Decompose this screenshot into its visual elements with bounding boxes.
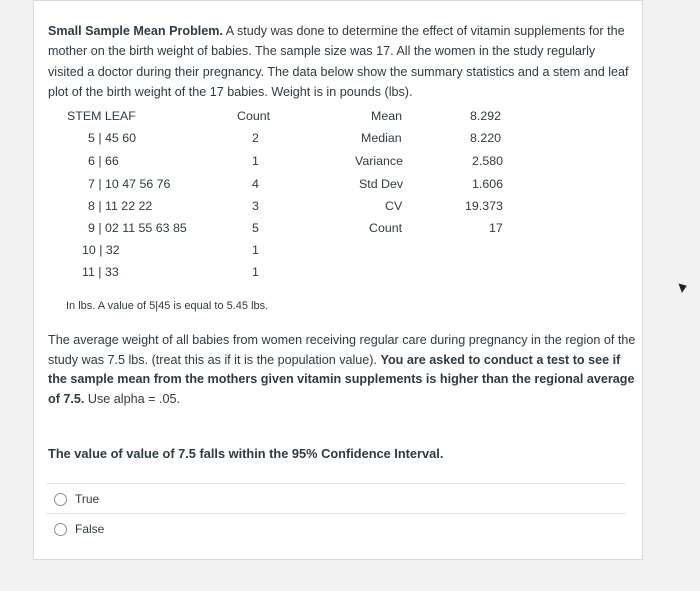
stat-label: Mean: [371, 109, 402, 123]
stem-leaf-row: 10 | 32: [82, 243, 120, 257]
count-cell: 4: [252, 177, 259, 191]
alpha-text: Use alpha = .05.: [84, 391, 180, 406]
stat-value: 8.220: [470, 131, 502, 145]
stem-leaf-row: 6 | 66: [88, 154, 119, 168]
stem-leaf-header: STEM LEAF: [67, 109, 136, 123]
option-label: False: [75, 522, 105, 536]
stat-value: 8.292: [470, 109, 502, 123]
stat-label: Median: [361, 131, 402, 145]
count-header: Count: [237, 109, 271, 123]
problem-heading: Small Sample Mean Problem.: [48, 24, 223, 38]
problem-intro: [48, 21, 633, 103]
count-cell: 2: [252, 131, 259, 145]
stat-label: Count: [369, 221, 403, 235]
count-cell: 5: [252, 221, 259, 235]
task-text: You are asked to conduct a test to see if the sample mean from the mothers given vitamin supplements is higher than the regional average of 7.5.: [48, 352, 635, 406]
stat-value: 2.580: [472, 154, 504, 168]
option-label: True: [75, 492, 100, 506]
stat-label: CV: [385, 199, 403, 213]
option-false[interactable]: [46, 513, 626, 544]
count-cell: 3: [252, 199, 259, 213]
stat-value: 17: [489, 221, 503, 235]
mouse-cursor-icon: [679, 281, 689, 293]
problem-text: A study was done to determine the effect of vitamin supplements for the mother on the birth weight of babies. The sample size was 17. All the women in the study regularly visited a doctor during their pregnancy. The data below show the summary statistics and a stem and leaf plot of the birth weight of the 17 babies. Weight is in pounds (lbs).: [48, 24, 629, 100]
stat-value: 19.373: [465, 199, 503, 213]
stat-label: Std Dev: [359, 177, 404, 191]
stem-leaf-row: 11 | 33: [82, 265, 119, 279]
radio-button[interactable]: [54, 523, 67, 536]
count-cell: 1: [252, 243, 259, 257]
count-cell: 1: [252, 265, 259, 279]
context-text: The average weight of all babies from women receiving regular care during pregnancy in the region of the study was 7.5 lbs. (treat this as if it is the population value).: [48, 333, 636, 367]
hypothesis-paragraph: [48, 331, 638, 409]
count-cell: 1: [252, 154, 259, 168]
units-note: In lbs. A value of 5|45 is equal to 5.45 lbs.: [66, 300, 269, 312]
stat-label: Variance: [355, 154, 403, 168]
radio-button[interactable]: [54, 493, 67, 506]
stat-value: 1.606: [472, 177, 504, 191]
stem-leaf-row: 7 | 10 47 56 76: [88, 177, 171, 191]
stem-leaf-row: 5 | 45 60: [88, 131, 137, 145]
stem-leaf-row: 9 | 02 11 55 63 85: [88, 221, 187, 235]
stem-leaf-row: 8 | 11 22 22: [88, 199, 153, 213]
option-true[interactable]: [46, 483, 626, 514]
question-text: The value of value of 7.5 falls within the 95% Confidence Interval.: [48, 446, 444, 461]
